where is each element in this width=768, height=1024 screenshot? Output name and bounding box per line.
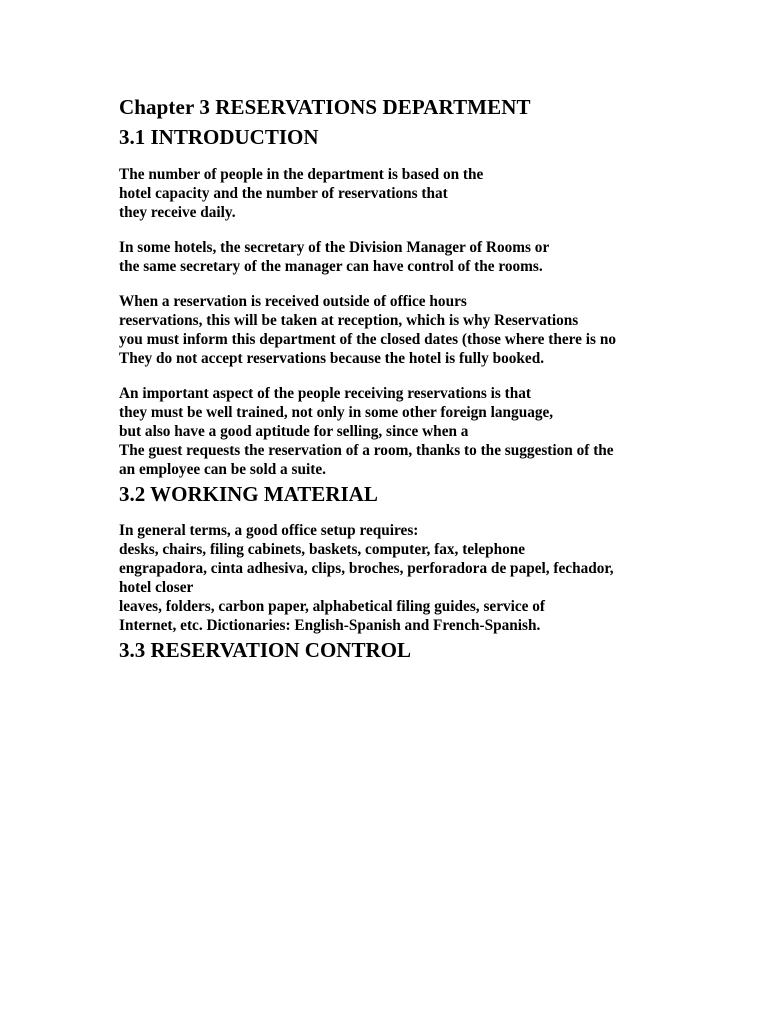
text-line: they receive daily.: [119, 204, 236, 221]
text-line: you must inform this department of the closed dates (those where there is no: [119, 331, 616, 348]
chapter-title: Chapter 3 RESERVATIONS DEPARTMENT: [119, 95, 531, 119]
text-line: Internet, etc. Dictionaries: English-Spanish and French-Spanish.: [119, 617, 541, 634]
section-heading-introduction: 3.1 INTRODUCTION: [119, 125, 319, 149]
paragraph: [119, 165, 689, 222]
paragraph: [119, 384, 689, 479]
text-line: an employee can be sold a suite.: [119, 461, 326, 478]
text-line: leaves, folders, carbon paper, alphabetical filing guides, service of: [119, 598, 546, 615]
text-line: hotel capacity and the number of reservations that: [119, 185, 448, 202]
paragraph: [119, 238, 689, 276]
paragraph: [119, 521, 689, 635]
text-line: When a reservation is received outside of office hours: [119, 293, 467, 310]
text-line: desks, chairs, filing cabinets, baskets, computer, fax, telephone: [119, 541, 526, 558]
text-line: The number of people in the department is based on the: [119, 166, 484, 183]
text-line: An important aspect of the people receiving reservations is that: [119, 385, 531, 402]
text-line: hotel closer: [119, 579, 194, 596]
text-line: The guest requests the reservation of a room, thanks to the suggestion of the: [119, 442, 614, 459]
text-line: In general terms, a good office setup requires:: [119, 522, 419, 539]
text-line: engrapadora, cinta adhesiva, clips, broches, perforadora de papel, fechador,: [119, 560, 614, 577]
section-heading-reservation-control: 3.3 RESERVATION CONTROL: [119, 638, 411, 662]
text-line: reservations, this will be taken at reception, which is why Reservations: [119, 312, 579, 329]
text-line: They do not accept reservations because the hotel is fully booked.: [119, 350, 545, 367]
section-heading-working-material: 3.2 WORKING MATERIAL: [119, 482, 378, 506]
document-page: [119, 92, 689, 665]
text-line: In some hotels, the secretary of the Division Manager of Rooms or: [119, 239, 550, 256]
text-line: but also have a good aptitude for selling, since when a: [119, 423, 469, 440]
text-line: they must be well trained, not only in some other foreign language,: [119, 404, 554, 421]
text-line: the same secretary of the manager can have control of the rooms.: [119, 258, 543, 275]
paragraph: [119, 292, 689, 368]
